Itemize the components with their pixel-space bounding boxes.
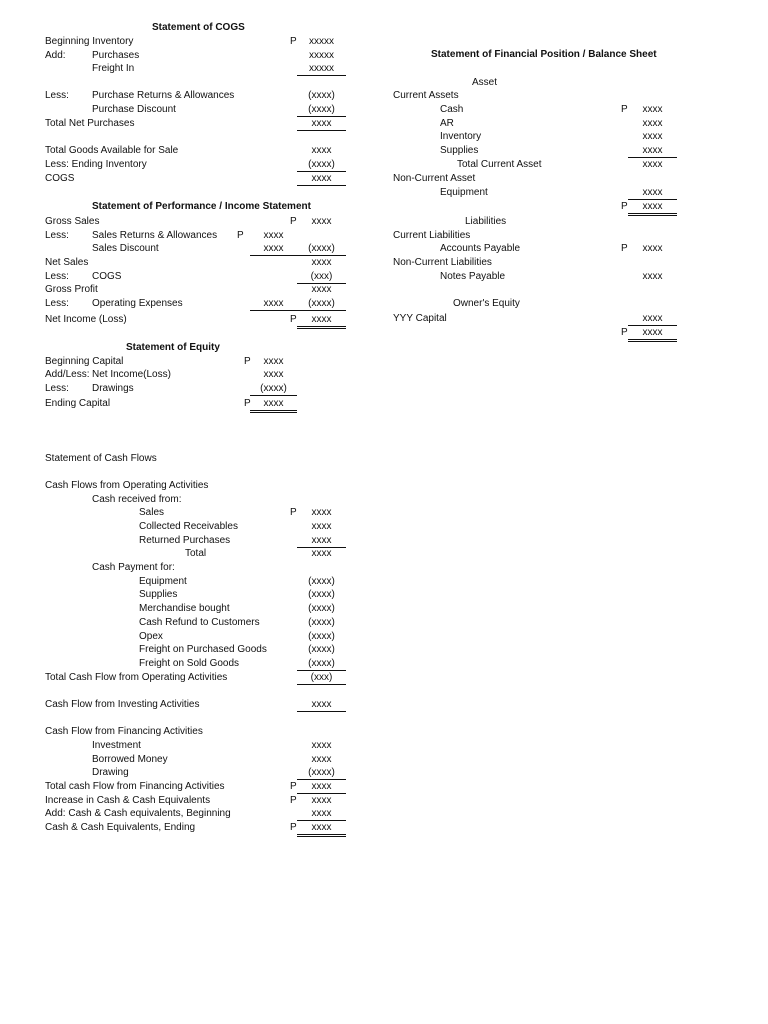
cogs-purchase-discount-label: Purchase Discount — [92, 104, 176, 115]
cashflow-financing-investment-value: xxxx — [311, 740, 332, 751]
income-net-income-label: Net Income (Loss) — [45, 314, 127, 325]
equity-title: Statement of Equity — [126, 342, 220, 353]
balance-ar-label: AR — [440, 118, 454, 129]
peso-sign: P — [290, 314, 297, 325]
balance-current-assets-label: Current Assets — [393, 90, 459, 101]
peso-sign: P — [621, 104, 628, 115]
cashflow-financing-total-label: Total cash Flow from Financing Activities — [45, 781, 225, 792]
income-cogs-label: COGS — [92, 271, 122, 282]
balance-supplies-value: xxxx — [628, 145, 677, 158]
peso-sign: P — [290, 507, 297, 518]
balance-cash-value: xxxx — [642, 104, 663, 115]
balance-inventory-label: Inventory — [440, 131, 482, 142]
cogs-purchase-discount-value: (xxxx) — [297, 104, 346, 117]
peso-sign: P — [237, 230, 244, 241]
income-sales-returns-value: xxxx — [263, 230, 284, 241]
balance-total-assets-value: xxxx — [628, 201, 677, 216]
peso-sign: P — [621, 243, 628, 254]
balance-current-liabilities-label: Current Liabilities — [393, 230, 471, 241]
balance-ar-value: xxxx — [642, 118, 663, 129]
cashflow-payment-freight-purchased-value: (xxxx) — [308, 644, 335, 655]
cogs-total-net-purchases-label: Total Net Purchases — [45, 118, 135, 129]
cashflow-payment-opex-label: Opex — [139, 631, 163, 642]
equity-add-less-prefix: Add/Less: — [45, 369, 90, 380]
income-net-sales-label: Net Sales — [45, 257, 89, 268]
balance-capital-label: YYY Capital — [393, 313, 447, 324]
balance-capital-value: xxxx — [628, 313, 677, 326]
cashflow-received-receivables-value: xxxx — [311, 521, 332, 532]
balance-notes-payable-label: Notes Payable — [440, 271, 506, 282]
cogs-freight-in-value: xxxxx — [297, 63, 346, 76]
peso-sign: P — [621, 201, 628, 212]
equity-beginning-capital-label: Beginning Capital — [45, 356, 124, 367]
balance-owners-equity-heading: Owner's Equity — [453, 298, 520, 309]
cashflow-operating-total-value: (xxx) — [297, 672, 346, 685]
cashflow-received-label: Cash received from: — [92, 494, 182, 505]
equity-net-income-value: xxxx — [263, 369, 284, 380]
balance-cash-label: Cash — [440, 104, 464, 115]
equity-beginning-capital-value: xxxx — [263, 356, 284, 367]
income-opex-label: Operating Expenses — [92, 298, 183, 309]
balance-accounts-payable-label: Accounts Payable — [440, 243, 521, 254]
cashflow-increase-value: xxxx — [311, 795, 332, 806]
cashflow-operating-total-label: Total Cash Flow from Operating Activities — [45, 672, 228, 683]
cashflow-beginning-label: Add: Cash & Cash equivalents, Beginning — [45, 808, 231, 819]
cashflow-financing-borrowed-value: xxxx — [311, 754, 332, 765]
cogs-add-prefix: Add: — [45, 50, 66, 61]
cashflow-payment-supplies-value: (xxxx) — [308, 589, 335, 600]
peso-sign: P — [621, 327, 628, 338]
income-net-sales-value: xxxx — [311, 257, 332, 268]
peso-sign: P — [244, 356, 251, 367]
cogs-ending-inventory-label: Less: Ending Inventory — [45, 159, 147, 170]
peso-sign: P — [290, 795, 297, 806]
cogs-less-prefix: Less: — [45, 90, 69, 101]
income-less-prefix: Less: — [45, 298, 69, 309]
cogs-purchases-label: Purchases — [92, 50, 140, 61]
cashflow-beginning-value: xxxx — [297, 808, 346, 821]
balance-accounts-payable-value: xxxx — [642, 243, 663, 254]
income-sales-discount-sub: xxxx — [250, 243, 297, 256]
cashflow-payment-merchandise-value: (xxxx) — [308, 603, 335, 614]
cashflow-payment-merchandise-label: Merchandise bought — [139, 603, 230, 614]
cashflow-financing-drawing-value: (xxxx) — [297, 767, 346, 780]
cashflow-payment-freight-purchased-label: Freight on Purchased Goods — [139, 644, 267, 655]
cashflow-payment-refund-value: (xxxx) — [308, 617, 335, 628]
equity-ending-capital-label: Ending Capital — [45, 398, 111, 409]
cashflow-title: Statement of Cash Flows — [45, 453, 157, 464]
cashflow-received-returned-label: Returned Purchases — [139, 535, 231, 546]
income-opex-value: (xxxx) — [297, 298, 346, 311]
balance-notes-payable-value: xxxx — [642, 271, 663, 282]
income-sales-returns-label: Sales Returns & Allowances — [92, 230, 218, 241]
balance-title: Statement of Financial Position / Balance Sheet — [431, 49, 657, 60]
equity-net-income-label: Net Income(Loss) — [92, 369, 171, 380]
cashflow-financing-total-value: xxxx — [297, 781, 346, 794]
cashflow-received-sales-value: xxxx — [311, 507, 332, 518]
cashflow-ending-value: xxxx — [297, 822, 346, 837]
cashflow-payment-equipment-value: (xxxx) — [308, 576, 335, 587]
cashflow-received-returned-value: xxxx — [297, 535, 346, 548]
cogs-total-label: COGS — [45, 173, 75, 184]
cogs-purchases-value: xxxxx — [309, 50, 334, 61]
income-gross-profit-value: xxxx — [311, 284, 332, 295]
income-sales-discount-label: Sales Discount — [92, 243, 159, 254]
cashflow-financing-drawing-label: Drawing — [92, 767, 129, 778]
cashflow-received-sales-label: Sales — [139, 507, 165, 518]
balance-equipment-value: xxxx — [628, 187, 677, 200]
cogs-beginning-inventory-value: xxxxx — [309, 36, 334, 47]
balance-asset-heading: Asset — [472, 77, 498, 88]
income-gross-profit-label: Gross Profit — [45, 284, 98, 295]
cogs-goods-available-value: xxxx — [311, 145, 332, 156]
cashflow-increase-label: Increase in Cash & Cash Equivalents — [45, 795, 211, 806]
cogs-total-value: xxxx — [297, 173, 346, 186]
cogs-total-net-purchases-value: xxxx — [297, 118, 346, 131]
cogs-purchase-returns-label: Purchase Returns & Allowances — [92, 90, 235, 101]
cashflow-investing-value: xxxx — [297, 699, 346, 712]
balance-noncurrent-asset-label: Non-Current Asset — [393, 173, 476, 184]
peso-sign: P — [290, 216, 297, 227]
cashflow-financing-label: Cash Flow from Financing Activities — [45, 726, 203, 737]
cashflow-payment-freight-sold-value: (xxxx) — [297, 658, 346, 671]
income-net-income-value: xxxx — [297, 314, 346, 329]
balance-inventory-value: xxxx — [642, 131, 663, 142]
cogs-ending-inventory-value: (xxxx) — [297, 159, 346, 172]
cogs-freight-in-label: Freight In — [92, 63, 135, 74]
cashflow-payment-supplies-label: Supplies — [139, 589, 178, 600]
income-less-prefix: Less: — [45, 230, 69, 241]
peso-sign: P — [244, 398, 251, 409]
balance-noncurrent-liabilities-label: Non-Current Liabilities — [393, 257, 492, 268]
balance-total-current-asset-value: xxxx — [642, 159, 663, 170]
cashflow-operating-label: Cash Flows from Operating Activities — [45, 480, 209, 491]
cogs-title: Statement of COGS — [152, 22, 245, 33]
income-opex-sub: xxxx — [250, 298, 297, 311]
income-title: Statement of Performance / Income Statement — [92, 201, 311, 212]
income-cogs-value: (xxx) — [297, 271, 346, 284]
cashflow-financing-borrowed-label: Borrowed Money — [92, 754, 168, 765]
cashflow-received-total-label: Total — [185, 548, 207, 559]
cashflow-payment-freight-sold-label: Freight on Sold Goods — [139, 658, 240, 669]
peso-sign: P — [290, 781, 297, 792]
cogs-goods-available-label: Total Goods Available for Sale — [45, 145, 179, 156]
cogs-purchase-returns-value: (xxxx) — [308, 90, 335, 101]
balance-supplies-label: Supplies — [440, 145, 479, 156]
cashflow-payment-refund-label: Cash Refund to Customers — [139, 617, 260, 628]
cashflow-payment-equipment-label: Equipment — [139, 576, 187, 587]
cashflow-payment-opex-value: (xxxx) — [308, 631, 335, 642]
cashflow-received-total-value: xxxx — [311, 548, 332, 559]
income-gross-sales-label: Gross Sales — [45, 216, 100, 227]
cashflow-received-receivables-label: Collected Receivables — [139, 521, 238, 532]
income-gross-sales-value: xxxx — [311, 216, 332, 227]
cashflow-payment-label: Cash Payment for: — [92, 562, 175, 573]
equity-drawings-label: Drawings — [92, 383, 134, 394]
equity-ending-capital-value: xxxx — [250, 398, 297, 413]
peso-sign: P — [290, 36, 297, 47]
cogs-beginning-inventory-label: Beginning Inventory — [45, 36, 134, 47]
balance-equipment-label: Equipment — [440, 187, 488, 198]
peso-sign: P — [290, 822, 297, 833]
equity-less-prefix: Less: — [45, 383, 69, 394]
balance-liabilities-heading: Liabilities — [465, 216, 507, 227]
balance-total-le-value: xxxx — [628, 327, 677, 342]
cashflow-investing-label: Cash Flow from Investing Activities — [45, 699, 200, 710]
balance-total-current-asset-label: Total Current Asset — [457, 159, 542, 170]
income-less-prefix: Less: — [45, 271, 69, 282]
income-sales-discount-value: (xxxx) — [297, 243, 346, 256]
cashflow-ending-label: Cash & Cash Equivalents, Ending — [45, 822, 196, 833]
cashflow-financing-investment-label: Investment — [92, 740, 141, 751]
equity-drawings-value: (xxxx) — [250, 383, 297, 396]
